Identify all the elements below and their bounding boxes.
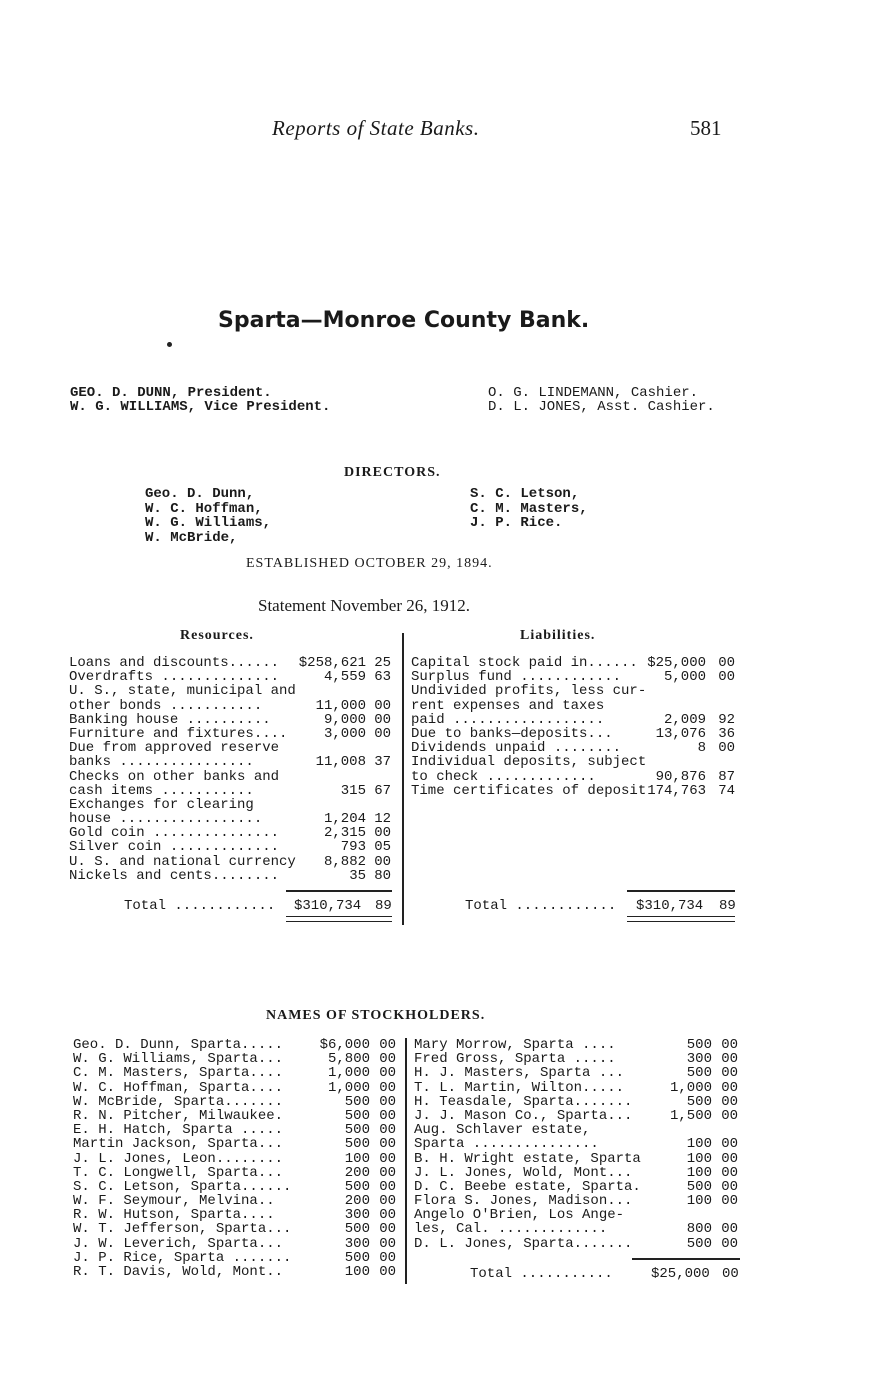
stockholders-total-dollars: $25,000: [651, 1266, 710, 1282]
table-row: [73, 1137, 401, 1151]
table-row: [411, 699, 741, 713]
table-row: [69, 869, 399, 883]
row-cents: 00: [721, 1051, 738, 1068]
row-label: B. H. Wright estate, Sparta: [414, 1150, 641, 1167]
row-dollars: 100: [686, 1150, 712, 1167]
row-label: Aug. Schlaver estate,: [414, 1122, 591, 1139]
table-row: [73, 1038, 401, 1052]
row-cents: 00: [374, 825, 391, 842]
row-cents: 00: [718, 669, 735, 686]
row-cents: 00: [379, 1193, 396, 1210]
row-cents: 74: [718, 782, 735, 799]
row-label: H. Teasdale, Sparta.......: [414, 1093, 633, 1110]
row-dollars: 500: [344, 1221, 370, 1238]
statement-title: Statement November 26, 1912.: [258, 596, 470, 615]
stockholders-heading: NAMES OF STOCKHOLDERS.: [266, 1008, 486, 1023]
row-dollars: $25,000: [647, 655, 706, 671]
table-row: [69, 713, 399, 727]
row-label: E. H. Hatch, Sparta .....: [73, 1122, 284, 1139]
row-cents: 00: [379, 1235, 396, 1252]
row-label: D. L. Jones, Sparta.......: [414, 1235, 633, 1252]
row-cents: 00: [718, 655, 735, 671]
table-row: [69, 670, 399, 684]
row-dollars: 500: [344, 1093, 370, 1110]
row-label: Geo. D. Dunn, Sparta.....: [73, 1037, 284, 1053]
row-label: Undivided profits, less cur-: [411, 683, 647, 700]
row-cents: 80: [374, 867, 391, 884]
row-cents: 00: [721, 1136, 738, 1153]
row-dollars: 1,000: [327, 1079, 370, 1096]
officer-president: GEO. D. DUNN, President.: [70, 385, 272, 401]
row-label: other bonds ...........: [69, 697, 263, 714]
row-dollars: 315: [340, 782, 366, 799]
resources-total-dollars: $310,734: [294, 898, 362, 914]
table-row: [69, 684, 399, 698]
row-dollars: 1,000: [669, 1079, 712, 1096]
table-row: [411, 656, 741, 670]
row-cents: 00: [379, 1150, 396, 1167]
row-label: Loans and discounts......: [69, 655, 280, 671]
row-label: Martin Jackson, Sparta...: [73, 1136, 284, 1153]
stockholders-total-label: Total ...........: [470, 1266, 613, 1282]
stockholders-right-table: [414, 1038, 742, 1251]
row-cents: 00: [379, 1164, 396, 1181]
row-cents: 00: [721, 1093, 738, 1110]
row-dollars: 2,009: [663, 711, 706, 728]
table-row: [73, 1052, 401, 1066]
row-label: house .................: [69, 811, 263, 828]
row-cents: 00: [379, 1221, 396, 1238]
row-label: Flora S. Jones, Madison...: [414, 1193, 633, 1210]
table-row: [414, 1123, 742, 1137]
table-row: [414, 1194, 742, 1208]
row-cents: 67: [374, 782, 391, 799]
row-label: R. N. Pitcher, Milwaukee.: [73, 1107, 284, 1124]
table-row: [69, 741, 399, 755]
director-name: J. P. Rice.: [470, 515, 563, 531]
row-label: Banking house ..........: [69, 711, 271, 728]
row-label: Angelo O'Brien, Los Ange-: [414, 1207, 625, 1224]
stockholders-total-cents: 00: [722, 1266, 739, 1282]
officer-cashier: O. G. LINDEMANN, Cashier.: [488, 385, 699, 401]
row-label: R. W. Hutson, Sparta....: [73, 1207, 275, 1224]
row-cents: 00: [721, 1235, 738, 1252]
table-row: [73, 1109, 401, 1123]
stockholders-divider: [405, 1038, 407, 1284]
row-label: rent expenses and taxes: [411, 697, 605, 714]
row-label: W. G. Williams, Sparta...: [73, 1051, 284, 1068]
resources-total-label: Total ............: [124, 898, 276, 914]
row-label: Dividends unpaid ........: [411, 740, 622, 757]
liabilities-total-dollars: $310,734: [636, 898, 704, 914]
row-dollars: 500: [686, 1235, 712, 1252]
row-label: J. L. Jones, Leon........: [73, 1150, 284, 1167]
row-label: Mary Morrow, Sparta ....: [414, 1037, 616, 1053]
row-cents: 36: [718, 725, 735, 742]
row-dollars: 300: [344, 1207, 370, 1224]
resources-heading: Resources.: [180, 628, 254, 643]
row-cents: 00: [379, 1264, 396, 1280]
row-cents: 00: [721, 1065, 738, 1082]
table-row: [73, 1095, 401, 1109]
table-row: [73, 1123, 401, 1137]
table-row: [69, 656, 399, 670]
row-label: W. T. Jefferson, Sparta...: [73, 1221, 292, 1238]
running-title: Reports of State Banks.: [272, 116, 480, 140]
table-row: [73, 1222, 401, 1236]
table-row: [414, 1109, 742, 1123]
row-dollars: 1,204: [323, 811, 366, 828]
table-row: [73, 1066, 401, 1080]
row-dollars: 500: [344, 1136, 370, 1153]
row-dollars: 4,559: [323, 669, 366, 686]
table-row: [73, 1251, 401, 1265]
row-cents: 00: [379, 1037, 396, 1053]
table-row: [414, 1066, 742, 1080]
row-dollars: 100: [686, 1136, 712, 1153]
row-label: U. S. and national currency: [69, 853, 296, 870]
row-cents: 00: [379, 1107, 396, 1124]
row-dollars: 100: [344, 1150, 370, 1167]
row-cents: 00: [721, 1037, 738, 1053]
row-cents: 05: [374, 839, 391, 856]
row-label: H. J. Masters, Sparta ...: [414, 1065, 625, 1082]
table-row: [69, 812, 399, 826]
row-dollars: 100: [344, 1264, 370, 1280]
row-dollars: 793: [340, 839, 366, 856]
row-label: Surplus fund ............: [411, 669, 622, 686]
officer-asst-cashier: D. L. JONES, Asst. Cashier.: [488, 399, 715, 415]
resources-total-rule: [286, 890, 392, 892]
row-label: J. P. Rice, Sparta .......: [73, 1249, 292, 1266]
row-dollars: 500: [686, 1037, 712, 1053]
row-label: Nickels and cents........: [69, 867, 280, 884]
table-row: [414, 1052, 742, 1066]
table-row: [73, 1208, 401, 1222]
table-row: [411, 770, 741, 784]
table-row: [69, 755, 399, 769]
row-label: T. L. Martin, Wilton.....: [414, 1079, 625, 1096]
row-dollars: 5,000: [663, 669, 706, 686]
row-dollars: 8: [697, 740, 706, 757]
table-row: [69, 826, 399, 840]
row-dollars: 8,882: [323, 853, 366, 870]
row-dollars: 500: [686, 1093, 712, 1110]
officer-vice-president: W. G. WILLIAMS, Vice President.: [70, 399, 331, 415]
row-dollars: 1,500: [669, 1107, 712, 1124]
row-dollars: 100: [686, 1193, 712, 1210]
row-label: les, Cal. .............: [414, 1221, 608, 1238]
liabilities-total-double-rule: [627, 916, 735, 922]
row-label: J. W. Leverich, Sparta...: [73, 1235, 284, 1252]
table-row: [69, 840, 399, 854]
table-row: [414, 1081, 742, 1095]
row-dollars: $258,621: [298, 655, 366, 671]
table-row: [69, 727, 399, 741]
table-row: [414, 1166, 742, 1180]
table-row: [414, 1222, 742, 1236]
table-row: [414, 1180, 742, 1194]
table-row: [73, 1194, 401, 1208]
director-name: S. C. Letson,: [470, 486, 580, 502]
row-cents: 00: [721, 1150, 738, 1167]
row-label: W. C. Hoffman, Sparta....: [73, 1079, 284, 1096]
table-row: [414, 1137, 742, 1151]
row-dollars: 9,000: [323, 711, 366, 728]
row-cents: 25: [374, 655, 391, 671]
row-cents: 63: [374, 669, 391, 686]
row-cents: 00: [718, 740, 735, 757]
table-row: [411, 755, 741, 769]
table-row: [411, 784, 741, 798]
table-row: [73, 1180, 401, 1194]
director-name: W. McBride,: [145, 529, 238, 546]
table-row: [414, 1038, 742, 1052]
row-cents: 00: [374, 853, 391, 870]
table-row: [73, 1081, 401, 1095]
table-row: [69, 798, 399, 812]
table-row: [414, 1237, 742, 1251]
row-dollars: 800: [686, 1221, 712, 1238]
row-dollars: 35: [349, 867, 366, 884]
page-number: 581: [690, 116, 722, 140]
row-dollars: 100: [686, 1164, 712, 1181]
row-dollars: 300: [344, 1235, 370, 1252]
row-cents: 12: [374, 811, 391, 828]
row-cents: 00: [721, 1178, 738, 1195]
row-cents: 00: [379, 1093, 396, 1110]
row-label: Overdrafts ..............: [69, 669, 280, 686]
row-label: Due to banks—deposits...: [411, 725, 613, 742]
row-label: paid ..................: [411, 711, 605, 728]
row-cents: 00: [374, 725, 391, 742]
row-label: to check .............: [411, 768, 596, 785]
row-label: D. C. Beebe estate, Sparta.: [414, 1178, 641, 1195]
director-name: W. C. Hoffman,: [145, 500, 263, 517]
liabilities-total-rule: [627, 890, 735, 892]
row-label: Individual deposits, subject: [411, 754, 647, 771]
row-label: Sparta ...............: [414, 1136, 599, 1153]
row-cents: 00: [379, 1136, 396, 1153]
row-cents: 00: [721, 1221, 738, 1238]
row-cents: 00: [379, 1065, 396, 1082]
row-dollars: 500: [686, 1178, 712, 1195]
row-label: banks ................: [69, 754, 254, 771]
row-label: J. L. Jones, Wold, Mont...: [414, 1164, 633, 1181]
row-cents: 00: [721, 1193, 738, 1210]
row-dollars: 1,000: [327, 1065, 370, 1082]
row-dollars: 13,076: [655, 725, 706, 742]
table-row: [69, 770, 399, 784]
row-label: Fred Gross, Sparta .....: [414, 1051, 616, 1068]
row-cents: 00: [374, 711, 391, 728]
row-cents: 00: [721, 1079, 738, 1096]
row-label: Capital stock paid in......: [411, 655, 638, 671]
director-name: W. G. Williams,: [145, 515, 272, 531]
directors-heading: DIRECTORS.: [344, 465, 441, 480]
row-dollars: 500: [344, 1178, 370, 1195]
row-cents: 00: [379, 1079, 396, 1096]
row-label: C. M. Masters, Sparta....: [73, 1065, 284, 1082]
resources-table: [69, 656, 399, 883]
established-line: ESTABLISHED OCTOBER 29, 1894.: [246, 556, 493, 571]
table-row: [414, 1152, 742, 1166]
table-row: [411, 684, 741, 698]
table-row: [414, 1095, 742, 1109]
resources-total-cents: 89: [375, 898, 392, 914]
row-dollars: 5,800: [327, 1051, 370, 1068]
row-cents: 37: [374, 754, 391, 771]
row-label: R. T. Davis, Wold, Mont..: [73, 1264, 284, 1280]
row-dollars: 500: [344, 1122, 370, 1139]
row-cents: 00: [379, 1207, 396, 1224]
table-row: [411, 727, 741, 741]
row-dollars: 200: [344, 1193, 370, 1210]
table-row: [73, 1237, 401, 1251]
row-cents: 00: [379, 1051, 396, 1068]
table-row: [69, 855, 399, 869]
resources-total-double-rule: [286, 916, 392, 922]
table-row: [414, 1208, 742, 1222]
row-cents: 00: [379, 1249, 396, 1266]
row-cents: 00: [374, 697, 391, 714]
row-cents: 00: [379, 1122, 396, 1139]
table-row: [69, 699, 399, 713]
stockholders-total-rule: [632, 1258, 740, 1260]
stockholders-left-table: [73, 1038, 401, 1279]
director-name: Geo. D. Dunn,: [145, 486, 255, 502]
row-cents: 92: [718, 711, 735, 728]
table-row: [411, 670, 741, 684]
row-label: Furniture and fixtures....: [69, 725, 288, 742]
row-label: Gold coin ...............: [69, 825, 280, 842]
row-dollars: 11,000: [315, 697, 366, 714]
row-label: W. McBride, Sparta.......: [73, 1093, 284, 1110]
table-row: [73, 1166, 401, 1180]
director-name: C. M. Masters,: [470, 500, 588, 517]
statement-divider: [402, 633, 404, 925]
liabilities-total-label: Total ............: [465, 898, 617, 914]
row-label: Silver coin .............: [69, 839, 280, 856]
table-row: [411, 741, 741, 755]
liabilities-table: [411, 656, 741, 798]
row-dollars: 500: [344, 1249, 370, 1266]
row-dollars: 11,008: [315, 754, 366, 771]
directors-left-list: [145, 487, 271, 545]
row-dollars: 2,315: [323, 825, 366, 842]
row-label: J. J. Mason Co., Sparta...: [414, 1107, 633, 1124]
row-dollars: 200: [344, 1164, 370, 1181]
row-cents: 87: [718, 768, 735, 785]
row-label: cash items ...........: [69, 782, 254, 799]
row-label: Checks on other banks and: [69, 768, 280, 785]
row-label: Due from approved reserve: [69, 740, 280, 757]
row-label: Exchanges for clearing: [69, 796, 254, 813]
row-dollars: $6,000: [319, 1037, 370, 1053]
table-row: [411, 713, 741, 727]
row-label: U. S., state, municipal and: [69, 683, 296, 700]
directors-right-list: [470, 487, 588, 531]
row-dollars: 3,000: [323, 725, 366, 742]
row-label: S. C. Letson, Sparta......: [73, 1178, 292, 1195]
row-cents: 00: [721, 1107, 738, 1124]
row-dollars: 174,763: [647, 782, 706, 799]
table-row: [73, 1152, 401, 1166]
row-cents: 00: [721, 1164, 738, 1181]
liabilities-total-cents: 89: [719, 898, 736, 914]
row-dollars: 90,876: [655, 768, 706, 785]
liabilities-heading: Liabilities.: [520, 628, 596, 643]
row-label: Time certificates of deposit: [411, 782, 647, 799]
row-cents: 00: [379, 1178, 396, 1195]
table-row: [69, 784, 399, 798]
row-label: W. F. Seymour, Melvina..: [73, 1193, 275, 1210]
row-label: T. C. Longwell, Sparta...: [73, 1164, 284, 1181]
row-dollars: 300: [686, 1051, 712, 1068]
table-row: [73, 1265, 401, 1279]
row-dollars: 500: [344, 1107, 370, 1124]
stray-dot: [167, 342, 172, 347]
row-dollars: 500: [686, 1065, 712, 1082]
bank-title: Sparta—Monroe County Bank.: [218, 308, 590, 333]
